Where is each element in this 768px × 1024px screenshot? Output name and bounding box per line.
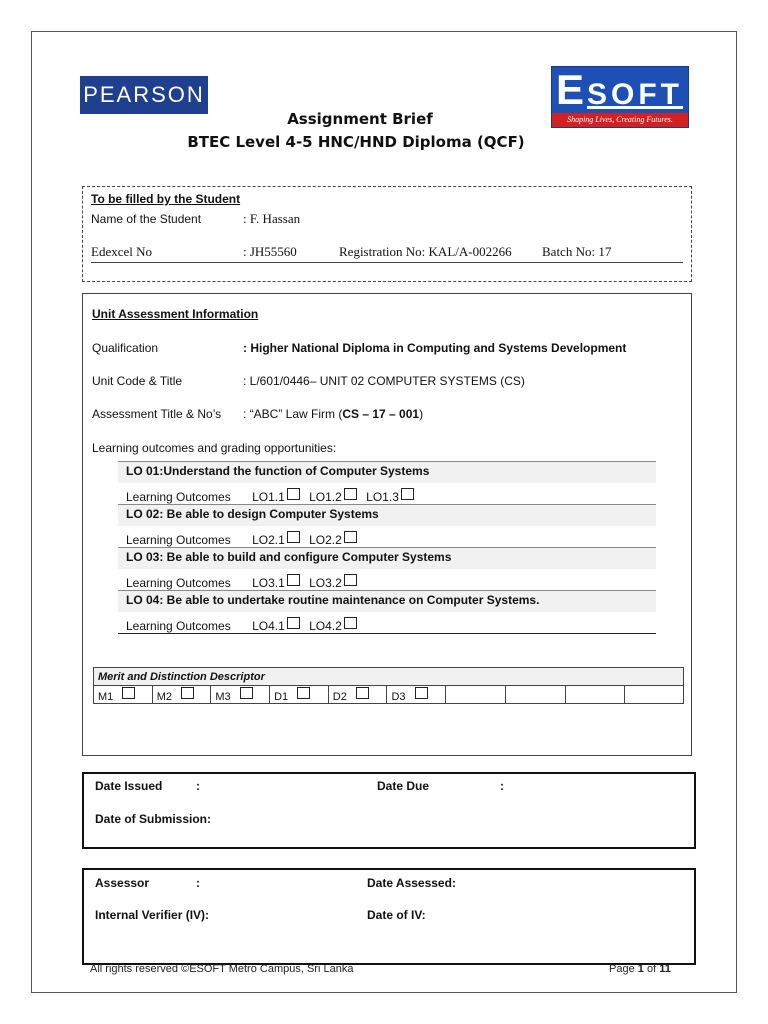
- lo3-2-checkbox[interactable]: [344, 574, 357, 586]
- distinction-d1: [270, 686, 329, 704]
- lo3-1-checkbox[interactable]: [287, 574, 300, 586]
- lo-03-label: Learning Outcomes: [126, 576, 231, 590]
- merit-distinction-table: [93, 667, 684, 704]
- date-issued-label: Date Issued: [95, 779, 163, 793]
- esoft-tagline: Shaping Lives, Creating Futures.: [552, 113, 688, 127]
- lo1-2-item: [309, 490, 357, 504]
- lo-03-row: [126, 574, 357, 590]
- distinction-d2: [328, 686, 387, 704]
- assessor-colon: :: [196, 876, 200, 890]
- edexcel-label: Edexcel No: [91, 244, 153, 259]
- page-word: Page: [609, 963, 635, 975]
- merit-empty-cell: [565, 686, 625, 704]
- lo-02-label: Learning Outcomes: [126, 533, 231, 547]
- lo1-1-checkbox[interactable]: [287, 488, 300, 500]
- distinction-d3-label: D3: [391, 690, 406, 703]
- merit-m3: [211, 686, 270, 704]
- lo-01-row: [126, 488, 414, 504]
- document-title: Assignment Brief: [287, 110, 433, 128]
- lo4-2-checkbox[interactable]: [344, 617, 357, 629]
- page-total: 11: [659, 963, 671, 975]
- lo-02-heading: LO 02: Be able to design Computer Systems: [118, 504, 656, 526]
- lo2-1-checkbox[interactable]: [287, 531, 300, 543]
- pearson-logo: PEARSON: [80, 76, 208, 114]
- batch-number: Batch No: 17: [542, 244, 612, 259]
- lo2-1-item: [252, 533, 300, 547]
- merit-m1-label: M1: [98, 690, 114, 703]
- lo1-1-label: LO1.1: [252, 490, 285, 504]
- merit-empty-cell: [446, 686, 506, 704]
- distinction-d2-label: D2: [332, 690, 347, 703]
- lo1-3-item: [366, 490, 414, 504]
- student-name-label: Name of the Student: [91, 212, 202, 226]
- merit-m1: [94, 686, 153, 704]
- distinction-d2-checkbox[interactable]: [356, 687, 369, 699]
- merit-m3-checkbox[interactable]: [240, 687, 253, 699]
- qualification-label: Qualification: [92, 341, 159, 355]
- qualification-value: : Higher National Diploma in Computing and Systems Development: [243, 341, 627, 355]
- lo3-1-label: LO3.1: [252, 576, 285, 590]
- student-name-value: : F. Hassan: [243, 211, 301, 226]
- edexcel-value: : JH55560: [243, 244, 297, 259]
- assessment-number: CS – 17 – 001: [342, 407, 420, 421]
- lo-04-heading: LO 04: Be able to undertake routine maintenance on Computer Systems.: [118, 590, 656, 612]
- lo2-2-item: [309, 533, 357, 547]
- assessor-label: Assessor: [95, 876, 150, 890]
- lo1-2-checkbox[interactable]: [344, 488, 357, 500]
- distinction-d3: [387, 686, 446, 704]
- date-of-submission-label: Date of Submission:: [95, 812, 212, 826]
- lo1-3-checkbox[interactable]: [401, 488, 414, 500]
- page-current: 1: [637, 963, 644, 975]
- merit-m3-label: M3: [215, 690, 231, 703]
- unit-code-label: Unit Code & Title: [92, 374, 183, 388]
- lo1-3-label: LO1.3: [366, 490, 399, 504]
- esoft-logo-rest: SOFT: [587, 78, 684, 111]
- lo2-1-label: LO2.1: [252, 533, 285, 547]
- distinction-d1-checkbox[interactable]: [297, 687, 310, 699]
- internal-verifier-label: Internal Verifier (IV):: [95, 908, 210, 922]
- lo-02-row: [126, 531, 357, 547]
- merit-m2-label: M2: [156, 690, 172, 703]
- date-issued-colon: :: [196, 779, 200, 793]
- lo4-2-label: LO4.2: [309, 619, 342, 633]
- lo4-1-checkbox[interactable]: [287, 617, 300, 629]
- esoft-logo-mark: [556, 66, 686, 113]
- lo1-2-label: LO1.2: [309, 490, 342, 504]
- merit-m2: [152, 686, 211, 704]
- merit-empty-cell: [505, 686, 565, 704]
- distinction-d3-checkbox[interactable]: [415, 687, 428, 699]
- lo-01-heading: LO 01:Understand the function of Computer Systems: [118, 461, 656, 483]
- lo3-2-label: LO3.2: [309, 576, 342, 590]
- date-due-colon: :: [500, 779, 504, 793]
- unit-code-value: : L/601/0446– UNIT 02 COMPUTER SYSTEMS (CS): [243, 374, 525, 388]
- lo-04-row: [126, 617, 357, 633]
- assessment-title-value: [243, 407, 423, 421]
- lo4-1-label: LO4.1: [252, 619, 285, 633]
- learning-outcomes-intro: Learning outcomes and grading opportunities:: [92, 441, 337, 455]
- lo-03-heading: LO 03: Be able to build and configure Computer Systems: [118, 547, 656, 569]
- student-section-heading: To be filled by the Student: [91, 192, 241, 206]
- merit-empty-cell: [625, 686, 684, 704]
- of-word: of: [646, 963, 657, 975]
- lo1-1-item: [252, 490, 300, 504]
- date-assessed-label: Date Assessed:: [367, 876, 456, 890]
- lo-04-label: Learning Outcomes: [126, 619, 231, 633]
- footer-copyright: All rights reserved ©ESOFT Metro Campus, Sri Lanka: [90, 963, 354, 975]
- assessment-title-label: Assessment Title & No’s: [92, 407, 222, 421]
- distinction-d1-label: D1: [274, 690, 289, 703]
- esoft-logo-letter: E: [556, 66, 588, 113]
- footer-page-number: [609, 963, 671, 975]
- date-due-label: Date Due: [377, 779, 430, 793]
- document-subtitle: BTEC Level 4-5 HNC/HND Diploma (QCF): [187, 133, 525, 151]
- lo4-1-item: [252, 619, 300, 633]
- assessment-title-text: : “ABC” Law Firm (: [243, 407, 343, 421]
- merit-m2-checkbox[interactable]: [181, 687, 194, 699]
- registration-number: Registration No: KAL/A-002266: [339, 244, 512, 259]
- lo-01-label: Learning Outcomes: [126, 490, 231, 504]
- date-of-iv-label: Date of IV:: [367, 908, 426, 922]
- merit-m1-checkbox[interactable]: [122, 687, 135, 699]
- lo2-2-checkbox[interactable]: [344, 531, 357, 543]
- lo-table-bottom-rule: [118, 633, 656, 634]
- lo3-2-item: [309, 576, 357, 590]
- unit-section-heading: Unit Assessment Information: [92, 307, 259, 321]
- lo4-2-item: [309, 619, 357, 633]
- lo2-2-label: LO2.2: [309, 533, 342, 547]
- assessment-title-close: ): [419, 407, 424, 421]
- merit-distinction-heading: Merit and Distinction Descriptor: [94, 668, 684, 686]
- lo3-1-item: [252, 576, 300, 590]
- student-divider: [91, 262, 683, 263]
